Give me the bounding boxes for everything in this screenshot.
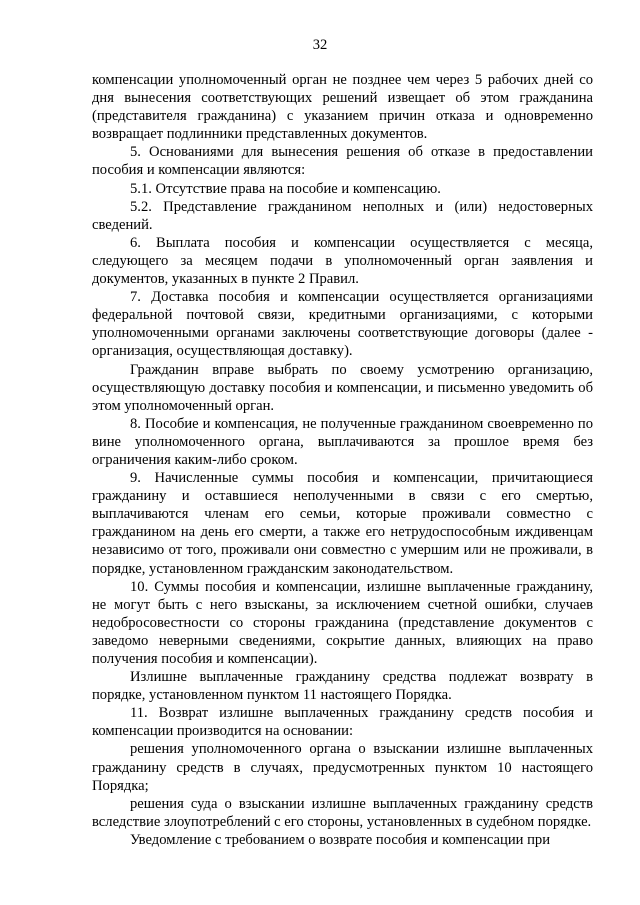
paragraph-3: 5.1. Отсутствие права на пособие и компенсацию. <box>130 180 441 197</box>
paragraph-9: 9. Начисленные суммы пособия и компенсации, причитающиеся гражданину и оставшиеся неполученными в связи с его смертью, выплачиваются членам его семьи, которые проживали совместно с гражданином на день его смерти, а также его нетрудоспособным иждивенцам независимо от того, проживали они совместно с умершим или не проживали, в порядке, установленном гражданским законодательством. <box>92 470 593 577</box>
paragraph-15: Уведомление с требованием о возврате пособия и компенсации при <box>130 831 551 848</box>
paragraph-10: 10. Суммы пособия и компенсации, излишне выплаченные гражданину, не могут быть с него взысканы, за исключением счетной ошибки, случаев недобросовестности со стороны гражданина (представление документов с заведомо неверными сведениями, сокрытие данных, влияющих на право получения пособия и компенсации). <box>92 578 593 667</box>
paragraph-5: 6. Выплата пособия и компенсации осуществляется с месяца, следующего за месяцем подачи в уполномоченный орган заявления и документов, указанных в пункте 2 Правил. <box>92 234 593 288</box>
paragraph-13: решения уполномоченного органа о взыскании излишне выплаченных гражданину средств в случаях, предусмотренных пунктом 10 настоящего Порядка; <box>92 741 593 794</box>
paragraph-14: решения суда о взыскании излишне выплаченных гражданину средств вследствие злоупотреблений с его стороны, установленных в судебном порядке. <box>92 795 593 830</box>
paragraph-8: 8. Пособие и компенсация, не полученные гражданином своевременно по вине уполномоченного органа, выплачиваются за прошлое время без ограничения каким-либо сроком. <box>92 415 593 468</box>
paragraph-1: компенсации уполномоченный орган не позднее чем через 5 рабочих дней со дня вынесения соответствующих решений извещает об этом гражданина (представителя гражданина) с указанием причин отказа и одновременно возвращает подлинники представленных документов. <box>92 72 593 143</box>
paragraph-4: 5.2. Представление гражданином неполных и (или) недостоверных сведений. <box>92 198 593 233</box>
page-number: 32 <box>312 37 328 53</box>
paragraph-12: 11. Возврат излишне выплаченных гражданину средств пособия и компенсации производится на основании: <box>92 705 593 740</box>
paragraph-6: 7. Доставка пособия и компенсации осуществляется организациями федеральной почтовой связи, кредитными организациями, с которыми уполномоченными органами заключены соответствующие договоры (далее - организация, осуществляющая доставку). <box>92 289 593 360</box>
body-text <box>92 71 593 849</box>
paragraph-2: 5. Основаниями для вынесения решения об отказе в предоставлении пособия и компенсации являются: <box>92 144 593 179</box>
paragraph-11: Излишне выплаченные гражданину средства подлежат возврату в порядке, установленном пунктом 11 настоящего Порядка. <box>92 669 593 704</box>
paragraph-7: Гражданин вправе выбрать по своему усмотрению организацию, осуществляющую доставку пособия и компенсации, и письменно уведомить об этом уполномоченный орган. <box>92 361 593 414</box>
